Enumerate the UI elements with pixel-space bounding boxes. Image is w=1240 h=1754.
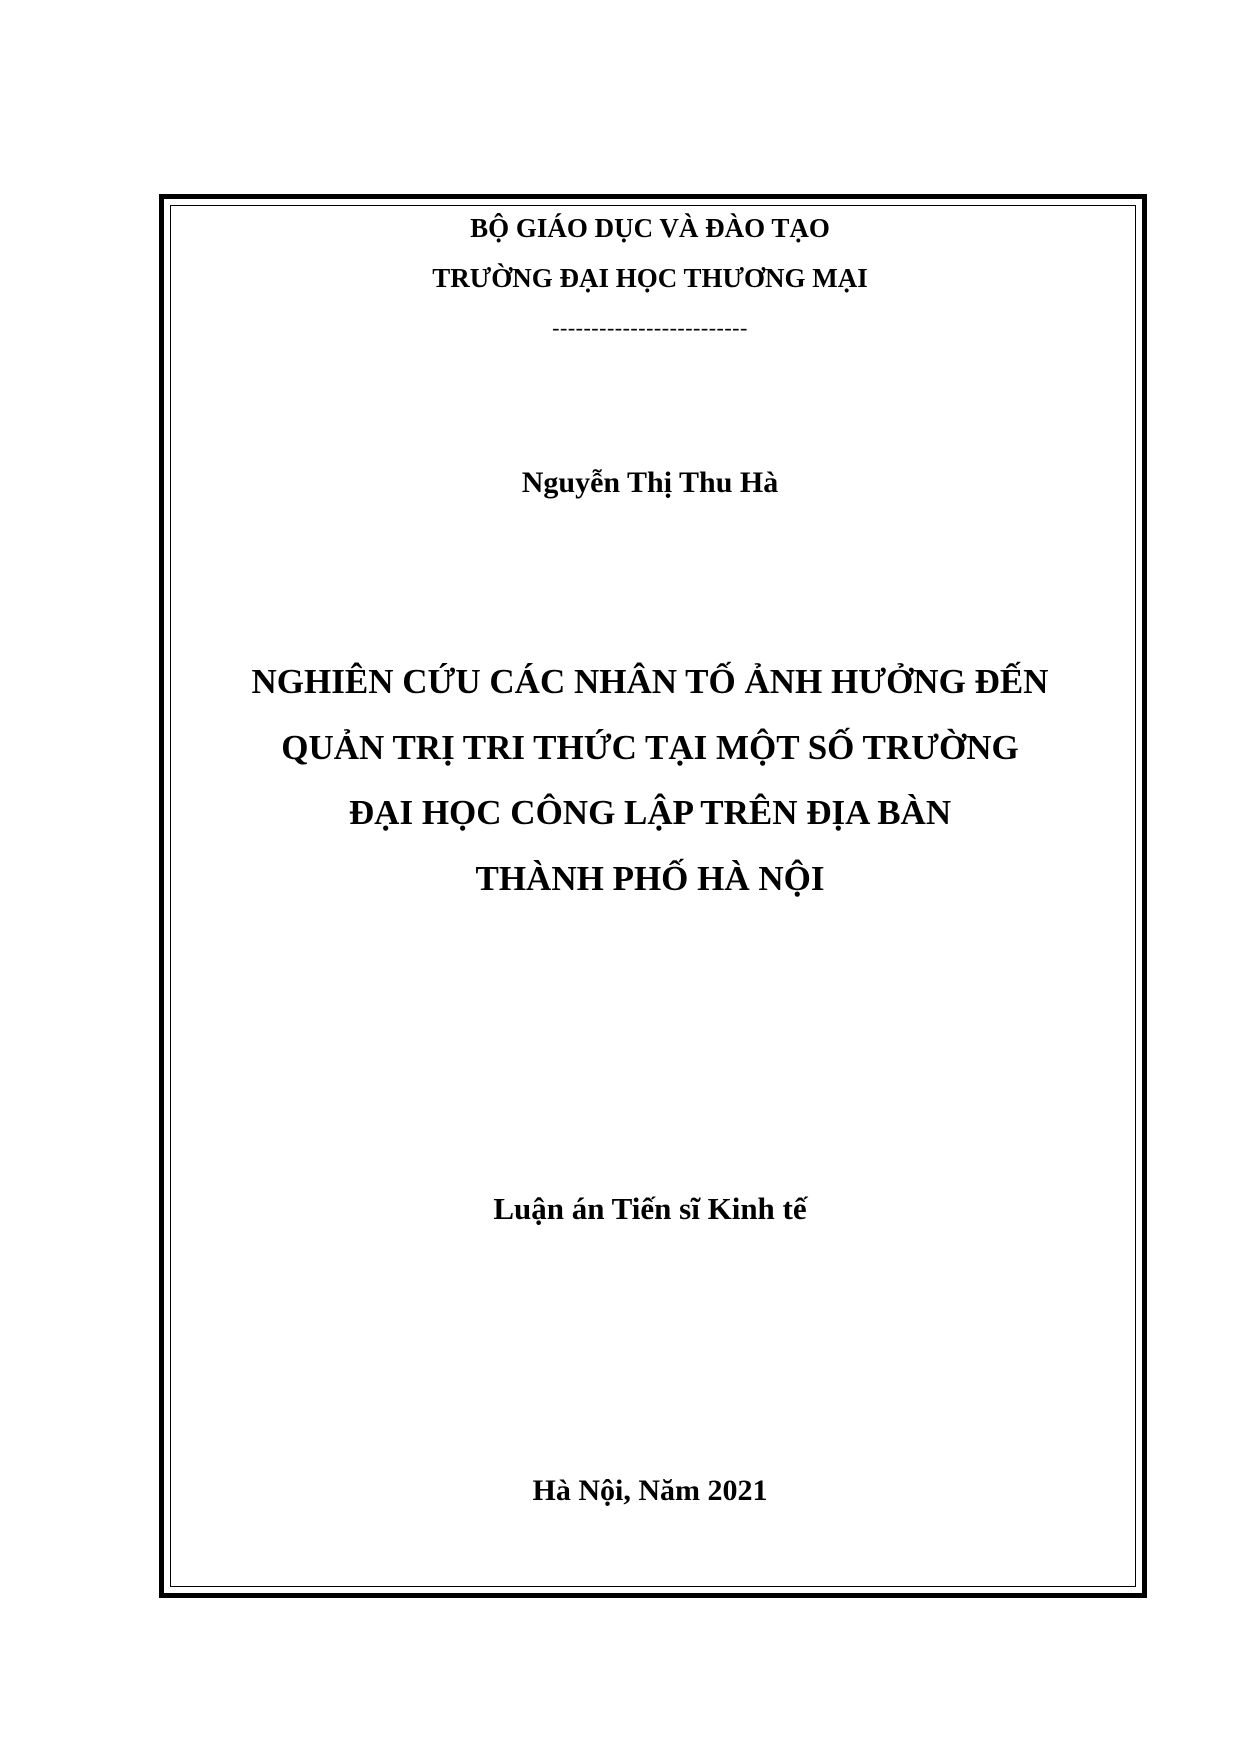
place-and-year: Hà Nội, Năm 2021 — [532, 1474, 768, 1507]
degree-type: Luận án Tiến sĩ Kinh tế — [493, 1191, 807, 1226]
thesis-title-line-3: ĐẠI HỌC CÔNG LẬP TRÊN ĐỊA BÀN — [348, 793, 952, 832]
thesis-title-line-4: THÀNH PHỐ HÀ NỘI — [475, 859, 825, 898]
ministry-name: BỘ GIÁO DỤC VÀ ĐÀO TẠO — [470, 213, 830, 243]
thesis-title-line-2: QUẢN TRỊ TRI THỨC TẠI MỘT SỐ TRƯỜNG — [281, 728, 1019, 767]
author-name: Nguyễn Thị Thu Hà — [521, 466, 779, 499]
university-name: TRƯỜNG ĐẠI HỌC THƯƠNG MẠI — [432, 263, 868, 293]
thesis-title-line-1: NGHIÊN CỨU CÁC NHÂN TỐ ẢNH HƯỞNG ĐẾN — [251, 662, 1049, 701]
header-divider: ------------------------- — [552, 315, 748, 340]
